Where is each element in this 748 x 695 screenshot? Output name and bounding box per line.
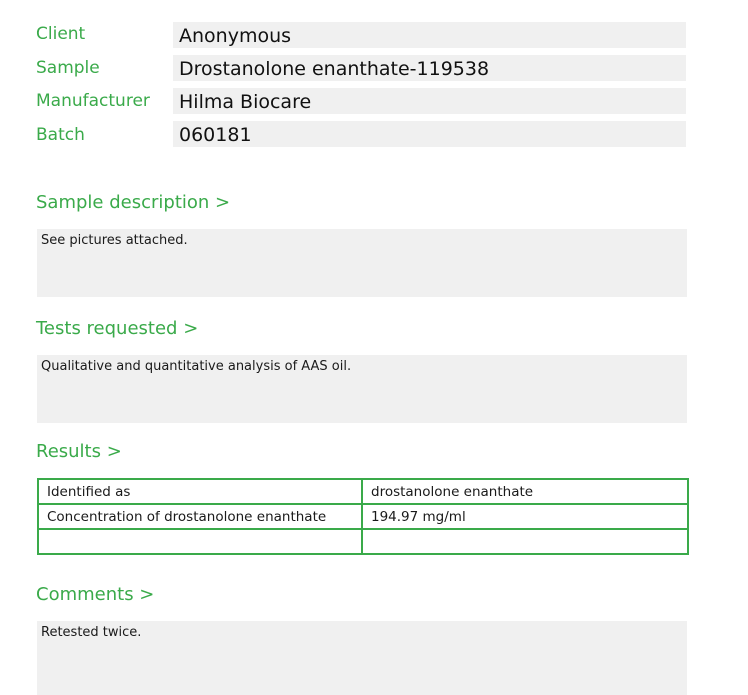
result-label-cell: Identified as [38, 479, 362, 504]
client-label: Client [36, 24, 86, 44]
result-value-cell: 194.97 mg/ml [362, 504, 688, 529]
tests-requested-title: Tests requested > [36, 318, 199, 339]
manufacturer-label: Manufacturer [36, 91, 150, 111]
results-table [37, 478, 689, 555]
table-row [38, 504, 688, 529]
result-value-cell [362, 529, 688, 554]
sample-label: Sample [36, 58, 100, 78]
result-value-cell: drostanolone enanthate [362, 479, 688, 504]
sample-description-title: Sample description > [36, 192, 231, 213]
comments-box: Retested twice. [37, 621, 687, 695]
result-label-cell: Concentration of drostanolone enanthate [38, 504, 362, 529]
batch-value: 060181 [173, 121, 686, 147]
comments-title: Comments > [36, 584, 155, 605]
tests-requested-box: Qualitative and quantitative analysis of AAS oil. [37, 355, 687, 423]
table-row [38, 479, 688, 504]
client-value: Anonymous [173, 22, 686, 48]
table-row [38, 529, 688, 554]
result-label-cell [38, 529, 362, 554]
results-title: Results > [36, 441, 122, 462]
batch-label: Batch [36, 125, 85, 145]
sample-description-box: See pictures attached. [37, 229, 687, 297]
sample-value: Drostanolone enanthate-119538 [173, 55, 686, 81]
manufacturer-value: Hilma Biocare [173, 88, 686, 114]
